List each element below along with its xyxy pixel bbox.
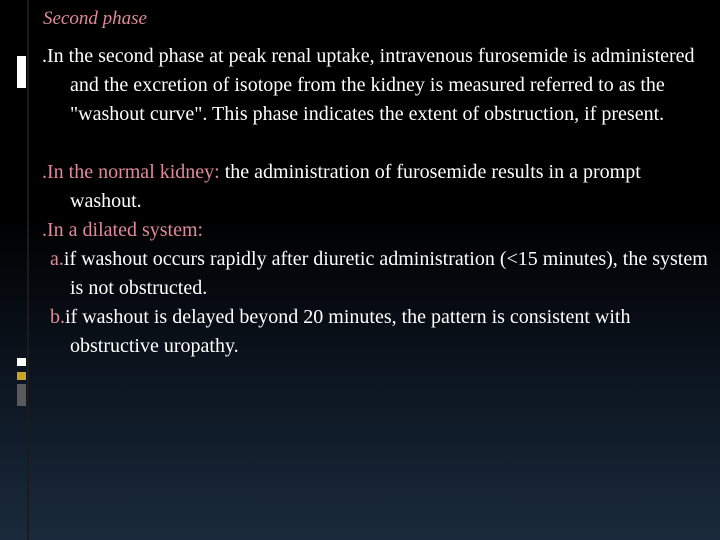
- list-text-a: if washout occurs rapidly after diuretic administration (<15 minutes), the system is not obstructed.: [63, 248, 708, 299]
- dilated-system-heading: .In a dilated system:: [42, 219, 204, 241]
- slide-content: [42, 42, 712, 361]
- spacer: [42, 129, 712, 158]
- list-item-a: [42, 245, 712, 303]
- decorative-rail-block: [17, 358, 26, 366]
- list-letter-b: b.: [50, 306, 65, 328]
- list-text-b: if washout is delayed beyond 20 minutes, the pattern is consistent with obstructive uropathy.: [65, 306, 631, 357]
- normal-kidney-heading: .In the normal kidney:: [42, 161, 220, 183]
- decorative-rail-block: [17, 56, 26, 88]
- decorative-rail-block: [17, 384, 26, 406]
- list-item-b: [42, 303, 712, 361]
- slide-title: Second phase: [43, 8, 147, 29]
- paragraph-normal-kidney: [42, 158, 712, 216]
- left-rail-line: [27, 0, 29, 540]
- paragraph-dilated-system: [42, 216, 712, 245]
- list-letter-a: a.: [50, 248, 64, 270]
- normal-kidney-text: the administration of furosemide results in a prompt washout.: [70, 161, 641, 212]
- paragraph-second-phase: .In the second phase at peak renal uptake, intravenous furosemide is administered and the excretion of isotope from the kidney is measured referred to as the "washout curve". This phase indicates the extent of obstruction, if present.: [42, 45, 695, 125]
- decorative-rail-block: [17, 372, 26, 380]
